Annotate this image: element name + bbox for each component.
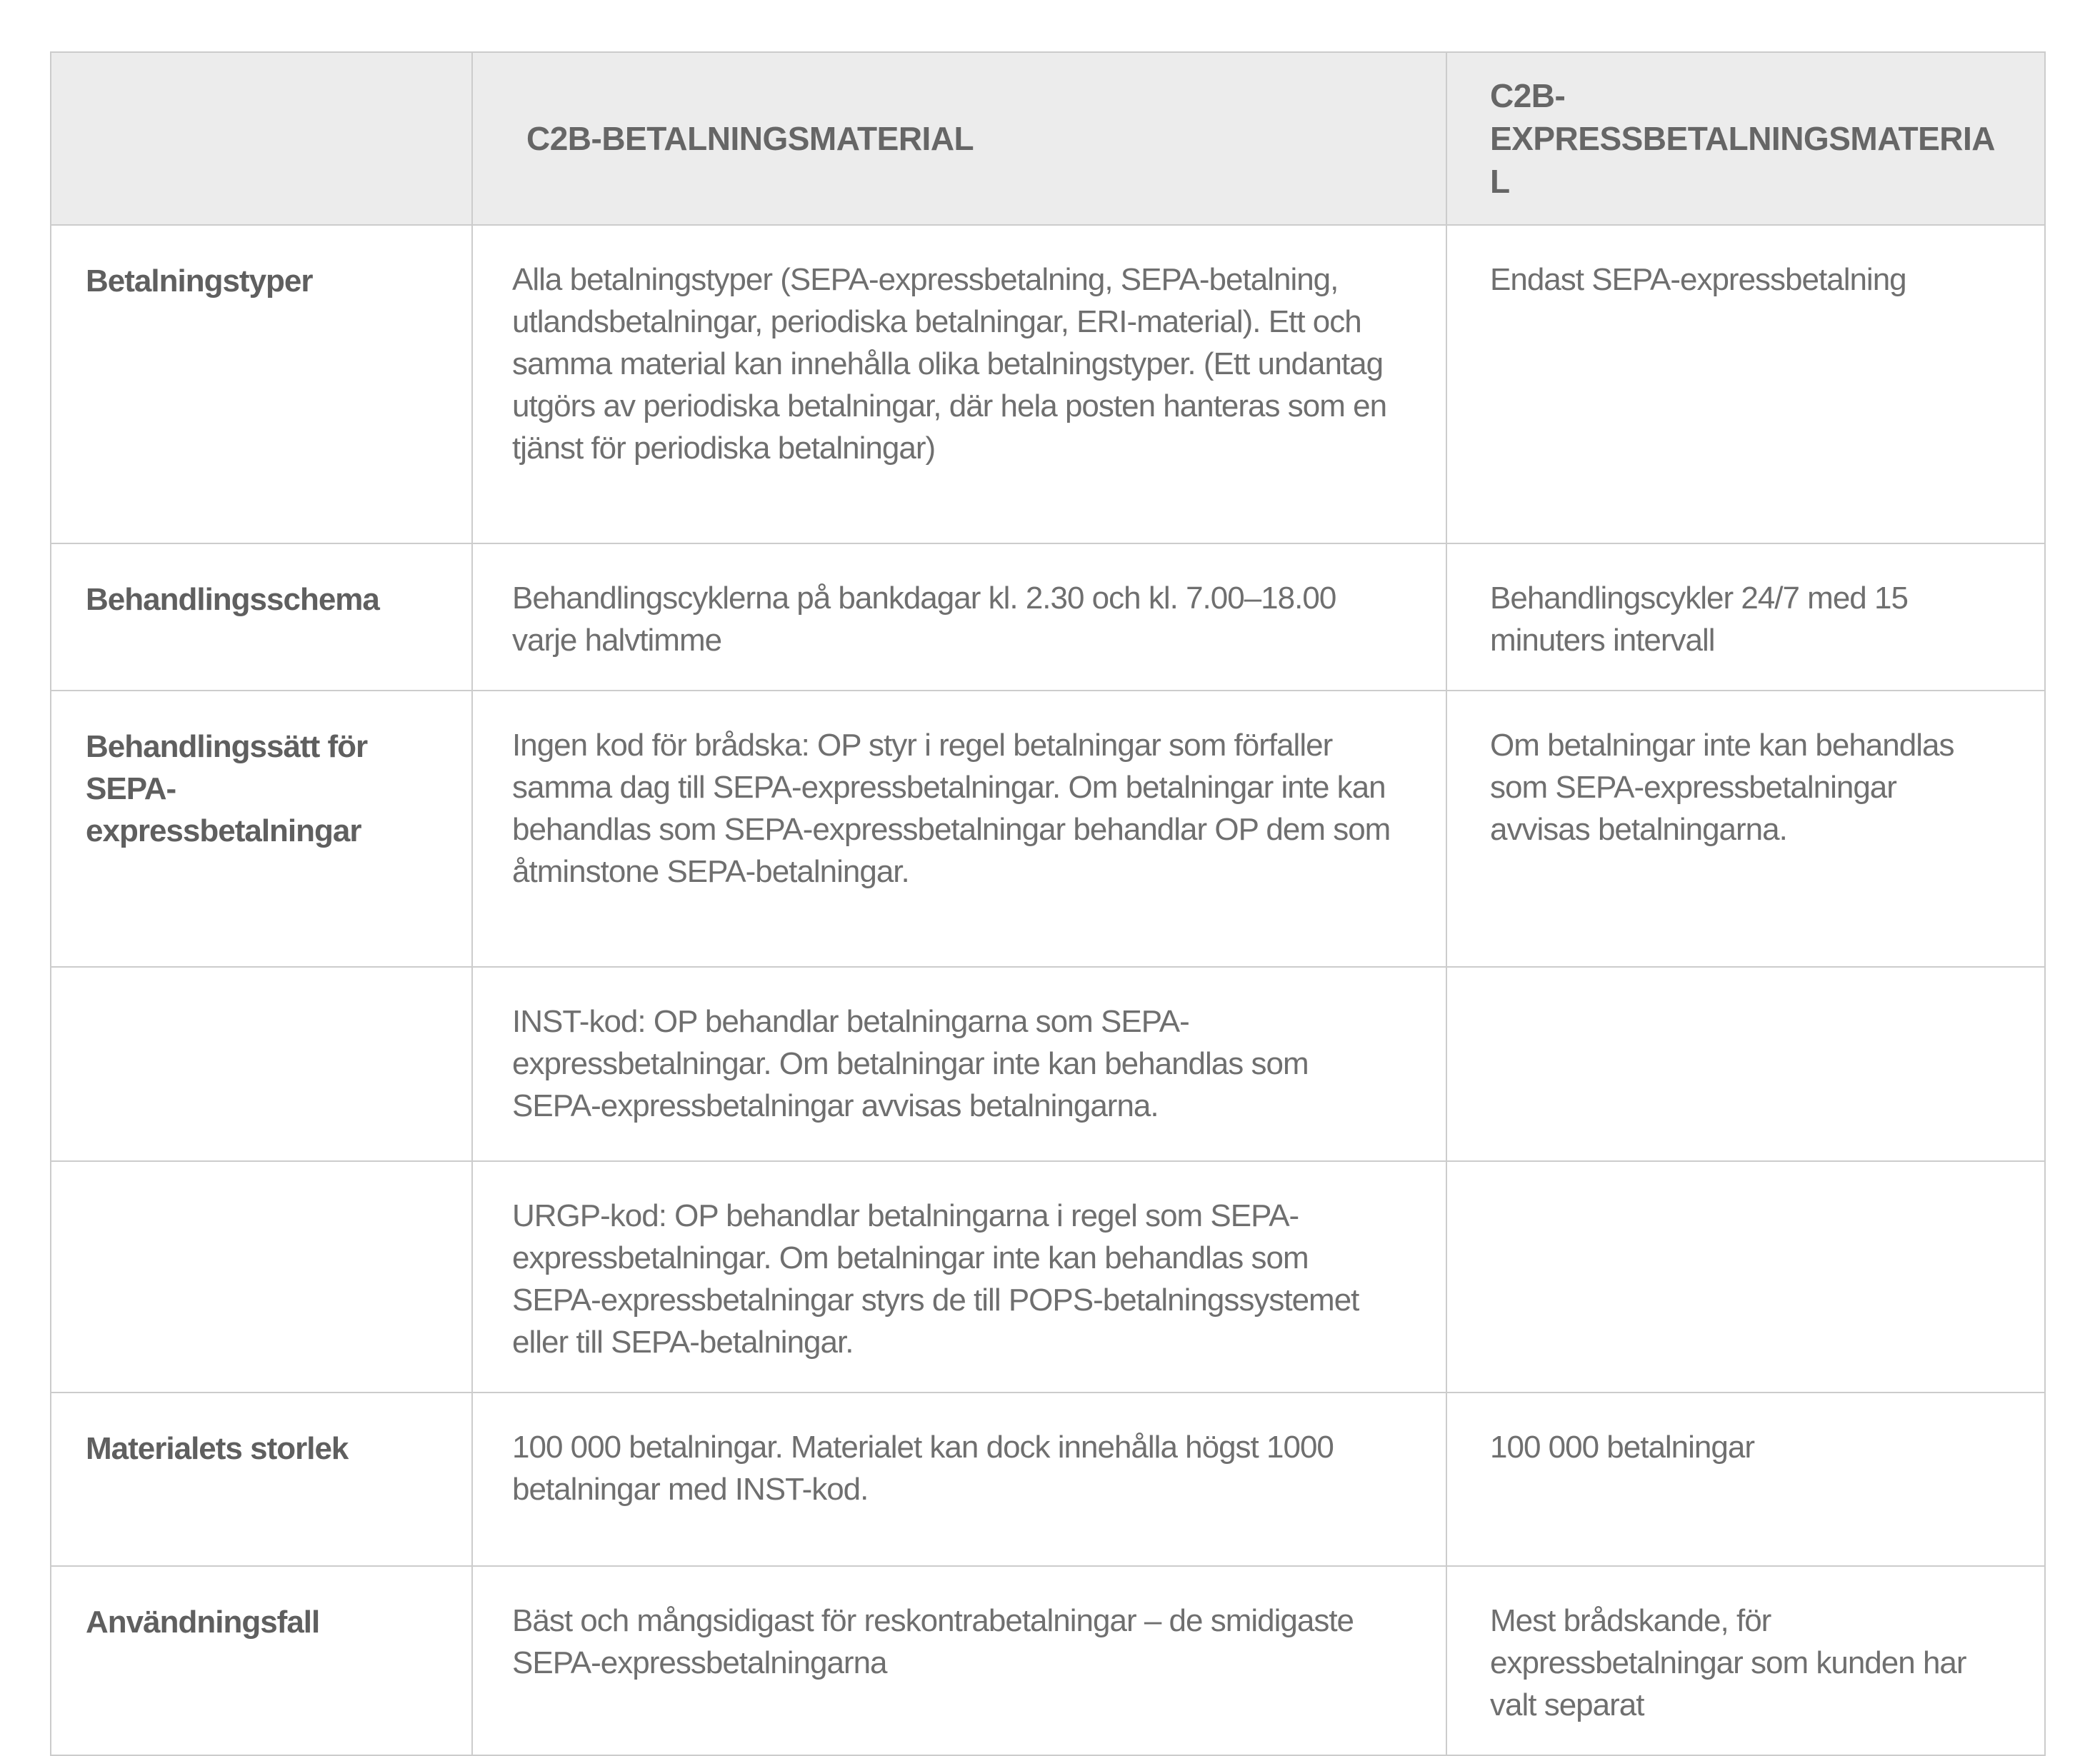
express-material-cell: Mest brådskande, för expressbetalningar som kunden har valt separat (1446, 1566, 2045, 1755)
table-row-behandlingssatt (51, 691, 2045, 967)
express-material-cell: 100 000 betalningar (1446, 1393, 2045, 1566)
table-row-urgp-kod (51, 1161, 2045, 1393)
comparison-table (50, 51, 2046, 1756)
c2b-material-cell: Ingen kod för brådska: OP styr i regel betalningar som förfaller samma dag till SEPA-expressbetalningar. Om betalningar inte kan behandlas som SEPA-expressbetalningar behandlar OP dem som åtminstone SEPA-betalningar. (472, 691, 1446, 967)
express-material-cell: Endast SEPA-expressbetalning (1446, 225, 2045, 543)
c2b-material-cell: 100 000 betalningar. Materialet kan dock innehålla högst 1000 betalningar med INST-kod. (472, 1393, 1446, 1566)
corner-header-cell (51, 52, 472, 225)
table-row-inst-kod (51, 967, 2045, 1161)
c2b-material-cell: INST-kod: OP behandlar betalningarna som SEPA-expressbetalningar. Om betalningar inte kan behandlas som SEPA-expressbetalningar avvisas betalningarna. (472, 967, 1446, 1161)
table-row-behandlingsschema (51, 543, 2045, 691)
row-label-cell (51, 1161, 472, 1393)
row-label-cell: Behandlingsschema (51, 543, 472, 691)
c2b-material-cell: URGP-kod: OP behandlar betalningarna i regel som SEPA-expressbetalningar. Om betalningar inte kan behandlas som SEPA-expressbetalningar styrs de till POPS-betalningssystemet eller till SEPA-betalningar. (472, 1161, 1446, 1393)
row-label-cell: Användningsfall (51, 1566, 472, 1755)
c2b-material-cell: Alla betalningstyper (SEPA-expressbetalning, SEPA-betalning, utlandsbetalningar, periodiska betalningar, ERI-material). Ett och samma material kan innehålla olika betalningstyper. (Ett undantag utgörs av periodiska betalningar, där hela posten hanteras som en tjänst för periodiska betalningar) (472, 225, 1446, 543)
c2b-material-cell: Bäst och mångsidigast för reskontrabetalningar – de smidigaste SEPA-expressbetalningarna (472, 1566, 1446, 1755)
c2b-material-header: C2B-BETALNINGSMATERIAL (472, 52, 1446, 225)
express-material-cell: Behandlingscykler 24/7 med 15 minuters intervall (1446, 543, 2045, 691)
express-material-header: C2B-EXPRESSBETALNINGSMATERIAL (1446, 52, 2045, 225)
table-header-row (51, 52, 2045, 225)
table-row-betalningstyper (51, 225, 2045, 543)
c2b-material-cell: Behandlingscyklerna på bankdagar kl. 2.30 och kl. 7.00–18.00 varje halvtimme (472, 543, 1446, 691)
table-row-anvandningsfall (51, 1566, 2045, 1755)
row-label-cell: Materialets storlek (51, 1393, 472, 1566)
row-label-cell: Behandlingssätt för SEPA-expressbetalningar (51, 691, 472, 967)
row-label-cell: Betalningstyper (51, 225, 472, 543)
table-row-materialets-storlek (51, 1393, 2045, 1566)
row-label-cell (51, 967, 472, 1161)
express-material-cell (1446, 967, 2045, 1161)
express-material-cell (1446, 1161, 2045, 1393)
express-material-cell: Om betalningar inte kan behandlas som SEPA-expressbetalningar avvisas betalningarna. (1446, 691, 2045, 967)
